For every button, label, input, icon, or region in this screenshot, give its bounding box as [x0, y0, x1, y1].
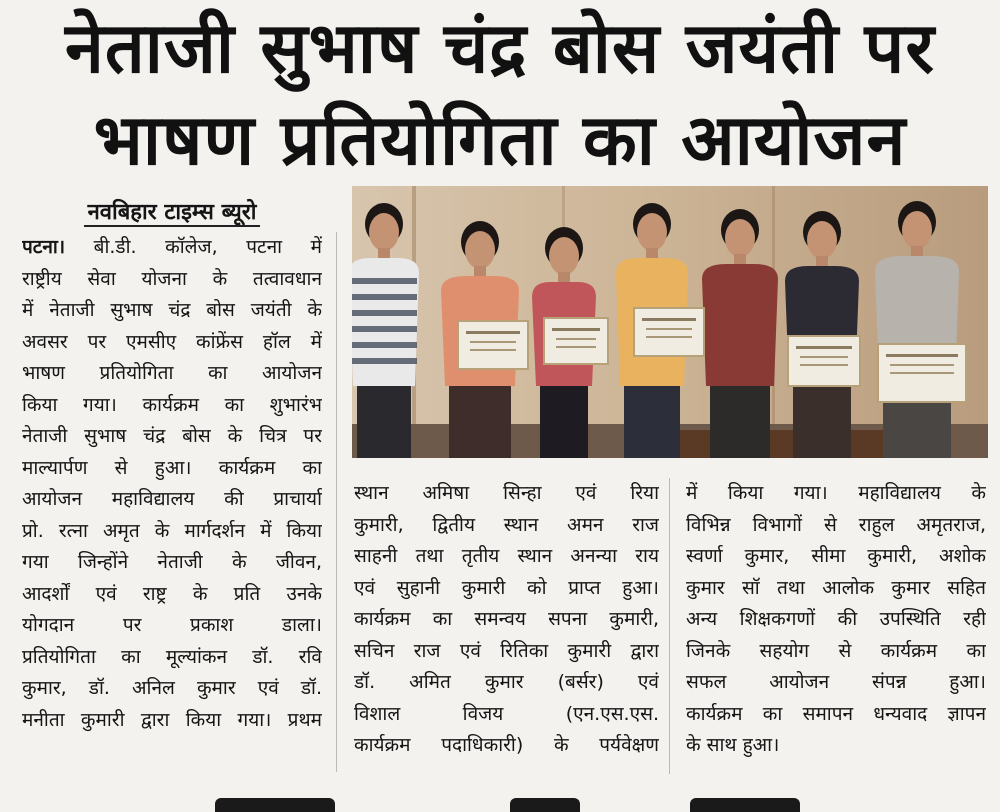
column-divider-1 [336, 232, 337, 772]
article-line [354, 667, 659, 699]
article-line [686, 510, 986, 542]
article-text: कुमार, डॉ. अनिल कुमार एवं डॉ. [22, 677, 322, 699]
article-text: कार्यक्रम का समापन धन्यवाद ज्ञापन [686, 702, 986, 725]
byline-text: नवबिहार टाइम्स ब्यूरो [84, 199, 261, 227]
article-line [354, 510, 659, 542]
article-text: सचिन राज एवं रितिका कुमारी द्वारा [354, 639, 659, 662]
article-text: कुमार सॉ तथा आलोक कुमार सहित [686, 576, 986, 599]
article-text: राष्ट्रीय सेवा योजना के तत्वावधान [22, 267, 322, 290]
article-text: में नेताजी सुभाष चंद्र बोस जयंती के [22, 299, 322, 321]
article-line [686, 604, 986, 636]
article-column-3 [686, 478, 986, 778]
article-text: बी.डी. कॉलेज, पटना में [65, 236, 322, 258]
article-line [22, 516, 322, 548]
article-text: विशाल विजय (एन.एस.एस. [354, 702, 659, 725]
photo-table [644, 430, 904, 458]
article-line [22, 453, 322, 485]
article-column-1 [22, 232, 322, 776]
article-line [22, 358, 322, 390]
article-line [686, 667, 986, 699]
article-line [686, 730, 986, 762]
dateline: पटना। [22, 236, 66, 258]
article-text: नेताजी सुभाष चंद्र बोस के चित्र पर [22, 425, 322, 447]
article-line [22, 642, 322, 674]
article-text: प्रो. रत्ना अमृत के मार्गदर्शन में किया [22, 519, 322, 542]
article-text: स्वर्णा कुमार, सीमा कुमारी, अशोक [686, 545, 986, 567]
article-line [22, 610, 322, 642]
certificate [878, 344, 966, 402]
article-line [686, 636, 986, 668]
certificate [458, 321, 528, 369]
article-text: अवसर पर एमसीए कांफ्रेंस हॉल में [22, 330, 322, 353]
article-text: एवं सुहानी कुमारी को प्राप्त हुआ। [354, 576, 659, 599]
byline [22, 196, 322, 226]
article-line [22, 705, 322, 737]
certificate [634, 308, 704, 356]
event-photo [352, 186, 988, 458]
article-line [354, 604, 659, 636]
article-text: मनीता कुमारी द्वारा किया गया। प्रथम [22, 708, 322, 731]
article-line [22, 327, 322, 359]
article-text: साहनी तथा तृतीय स्थान अनन्या राय [354, 545, 659, 567]
article-text: प्रतियोगिता का मूल्यांकन डॉ. रवि [22, 645, 322, 668]
article-line [22, 673, 322, 705]
article-text: अन्य शिक्षकगणों की उपस्थिति रही [686, 608, 986, 630]
article-line [22, 390, 322, 422]
headline-line-1: नेताजी सुभाष चंद्र बोस जयंती पर [65, 7, 935, 89]
article-text: कार्यक्रम पदाधिकारी) के पर्यवेक्षण [354, 734, 659, 756]
article-text: किया गया। कार्यक्रम का शुभारंभ [22, 393, 322, 416]
article-column-2 [354, 478, 659, 778]
article-text: के साथ हुआ। [686, 734, 780, 756]
headline-line-2: भाषण प्रतियोगिता का आयोजन [93, 99, 907, 181]
article-text: सफल आयोजन संपन्न हुआ। [686, 671, 986, 693]
article-text: कुमारी, द्वितीय स्थान अमन राज [354, 513, 659, 536]
article-text: विभिन्न विभागों से राहुल अमृतराज, [686, 513, 986, 536]
article-line [354, 636, 659, 668]
article-line [686, 573, 986, 605]
article-text: स्थान अमिषा सिन्हा एवं रिया [354, 482, 659, 504]
article-line [354, 699, 659, 731]
certificate [788, 336, 860, 386]
article-line [22, 547, 322, 579]
article-text: में किया गया। महाविद्यालय के [686, 482, 986, 504]
article-line [22, 232, 322, 264]
article-line [22, 264, 322, 296]
event-photo-illustration [352, 186, 988, 458]
article-line [686, 699, 986, 731]
article-line [354, 573, 659, 605]
certificate [544, 318, 608, 364]
article-text: आयोजन महाविद्यालय की प्राचार्या [22, 488, 322, 510]
article-line [354, 541, 659, 573]
article-text: भाषण प्रतियोगिता का आयोजन [22, 362, 322, 384]
article-text: माल्यार्पण से हुआ। कार्यक्रम का [22, 456, 322, 479]
article-text: गया जिन्होंने नेताजी के जीवन, [22, 551, 322, 573]
article-text: योगदान पर प्रकाश डाला। [22, 614, 322, 636]
article-line [354, 730, 659, 762]
article-text: डॉ. अमित कुमार (बर्सर) एवं [354, 671, 659, 693]
article-line [354, 478, 659, 510]
article-line [22, 421, 322, 453]
article-text: कार्यक्रम का समन्वय सपना कुमारी, [354, 608, 659, 630]
article-line [686, 478, 986, 510]
next-headline-partial [0, 778, 1000, 812]
article-line [22, 484, 322, 516]
column-divider-2 [669, 478, 670, 774]
article-text: आदर्शों एवं राष्ट्र के प्रति उनके [22, 582, 322, 605]
article-line [22, 295, 322, 327]
article-line [22, 579, 322, 611]
article-line [686, 541, 986, 573]
article-text: जिनके सहयोग से कार्यक्रम का [686, 639, 986, 662]
